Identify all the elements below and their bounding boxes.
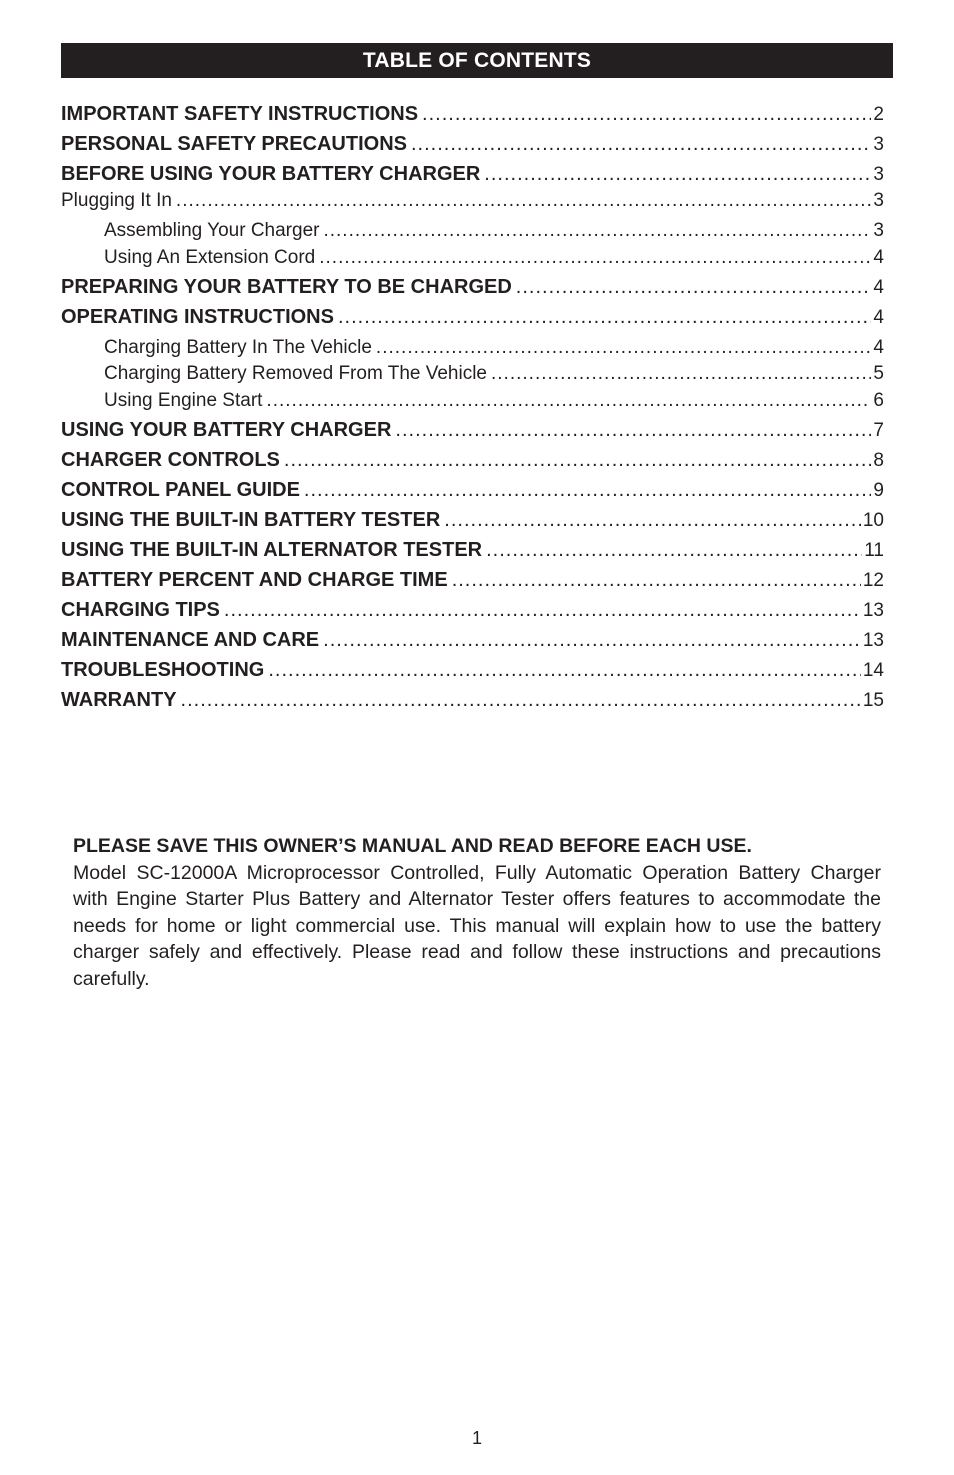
toc-entry[interactable] bbox=[61, 216, 884, 242]
toc-entry-page: 15 bbox=[862, 690, 884, 711]
toc-title-bar bbox=[61, 43, 893, 78]
toc-entry[interactable] bbox=[61, 273, 884, 299]
toc-entry-page: 11 bbox=[864, 540, 884, 561]
toc-title: TABLE OF CONTENTS bbox=[362, 49, 592, 72]
toc-entry[interactable] bbox=[61, 536, 884, 562]
toc-entry[interactable] bbox=[61, 506, 884, 532]
toc-entry-label: OPERATING INSTRUCTIONS bbox=[61, 306, 334, 328]
notice-title: PLEASE SAVE THIS OWNER’S MANUAL AND READ BEFORE EACH USE. bbox=[73, 835, 752, 857]
toc-entry-page: 12 bbox=[862, 570, 884, 591]
toc-leader-dots bbox=[268, 659, 861, 682]
toc-entry[interactable] bbox=[61, 656, 884, 682]
toc-entry[interactable] bbox=[61, 160, 884, 186]
page-number: 1 bbox=[471, 1428, 482, 1448]
owner-manual-notice bbox=[73, 833, 881, 992]
toc-entry-label: MAINTENANCE AND CARE bbox=[61, 629, 320, 651]
toc-entry-label: CHARGER CONTROLS bbox=[61, 449, 280, 471]
toc-entry[interactable] bbox=[61, 626, 884, 652]
toc-entry-label: CONTROL PANEL GUIDE bbox=[61, 479, 300, 501]
toc-leader-dots bbox=[304, 479, 872, 502]
toc-leader-dots bbox=[491, 363, 871, 385]
toc-leader-dots bbox=[422, 103, 871, 126]
toc-entry[interactable] bbox=[61, 446, 884, 472]
toc-entry-page: 7 bbox=[873, 420, 884, 441]
toc-leader-dots bbox=[284, 449, 872, 472]
toc-entry-page: 3 bbox=[873, 134, 884, 155]
toc-leader-dots bbox=[376, 337, 872, 359]
toc-entry-page: 13 bbox=[862, 600, 884, 621]
toc-leader-dots bbox=[484, 163, 871, 186]
toc-entry[interactable] bbox=[61, 476, 884, 502]
toc-entry-label: PERSONAL SAFETY PRECAUTIONS bbox=[61, 133, 407, 155]
toc-entry[interactable] bbox=[61, 333, 884, 359]
toc-entry-label: Using An Extension Cord bbox=[104, 247, 316, 268]
toc-entry-label: WARRANTY bbox=[61, 689, 177, 711]
toc-entry-label: Assembling Your Charger bbox=[104, 220, 320, 241]
toc-entry-label: Charging Battery Removed From The Vehicle bbox=[104, 363, 487, 384]
toc-leader-dots bbox=[411, 133, 871, 156]
toc-leader-dots bbox=[452, 569, 861, 592]
toc-entry-page: 4 bbox=[873, 247, 884, 268]
toc-entry-page: 4 bbox=[873, 277, 884, 298]
toc-entry-page: 4 bbox=[873, 337, 884, 358]
toc-leader-dots bbox=[319, 247, 871, 269]
toc-entry-label: USING THE BUILT-IN BATTERY TESTER bbox=[61, 509, 441, 531]
toc-leader-dots bbox=[516, 276, 872, 299]
toc-entry[interactable] bbox=[61, 303, 884, 329]
toc-entry-page: 5 bbox=[873, 363, 884, 384]
toc-entry[interactable] bbox=[61, 596, 884, 622]
toc-entry-label: USING YOUR BATTERY CHARGER bbox=[61, 419, 392, 441]
toc-leader-dots bbox=[395, 419, 871, 442]
toc-leader-dots bbox=[323, 220, 871, 242]
toc-entry-label: CHARGING TIPS bbox=[61, 599, 220, 621]
toc-leader-dots bbox=[338, 306, 871, 329]
toc-entry-page: 8 bbox=[873, 450, 884, 471]
toc-entry-page: 9 bbox=[873, 480, 884, 501]
toc-entry[interactable] bbox=[61, 100, 884, 126]
toc-entry-label: IMPORTANT SAFETY INSTRUCTIONS bbox=[61, 103, 419, 125]
toc-entry-label: PREPARING YOUR BATTERY TO BE CHARGED bbox=[61, 276, 512, 298]
toc-entry[interactable] bbox=[61, 243, 884, 269]
notice-body: Model SC-12000A Microprocessor Controlled, Fully Automatic Operation Battery Charger with Engine Starter Plus Battery and Alternator Tester offers features to accommodate the needs for home or light commercial use. This manual will explain how to use the battery charger safely and effectively. Please read and follow these instructions and precautions carefully. bbox=[73, 861, 881, 990]
toc-entry[interactable] bbox=[61, 386, 884, 412]
toc-entry-label: TROUBLESHOOTING bbox=[61, 659, 265, 681]
toc-entry-page: 10 bbox=[862, 510, 884, 531]
toc-leader-dots bbox=[486, 539, 862, 562]
toc-leader-dots bbox=[181, 689, 861, 712]
toc-entry[interactable] bbox=[61, 359, 884, 385]
toc-entry-page: 3 bbox=[873, 220, 884, 241]
toc-entry-page: 2 bbox=[873, 104, 884, 125]
toc-entry[interactable] bbox=[61, 186, 884, 212]
toc-entry-label: BEFORE USING YOUR BATTERY CHARGER bbox=[61, 163, 481, 185]
toc-entry-page: 3 bbox=[873, 190, 884, 211]
toc-entry-label: Charging Battery In The Vehicle bbox=[104, 337, 372, 358]
toc-leader-dots bbox=[176, 190, 872, 212]
toc-leader-dots bbox=[444, 509, 861, 532]
toc-entry-label: Plugging It In bbox=[61, 190, 172, 211]
toc-leader-dots bbox=[266, 390, 871, 412]
toc-entry[interactable] bbox=[61, 686, 884, 712]
toc-entry[interactable] bbox=[61, 130, 884, 156]
toc-entry-page: 6 bbox=[873, 390, 884, 411]
toc-entry-page: 3 bbox=[873, 164, 884, 185]
toc-entry[interactable] bbox=[61, 416, 884, 442]
toc-entry-page: 13 bbox=[862, 630, 884, 651]
toc-entry-page: 4 bbox=[873, 307, 884, 328]
toc-entry-label: Using Engine Start bbox=[104, 390, 263, 411]
toc-leader-dots bbox=[224, 599, 861, 622]
toc-entry-label: BATTERY PERCENT AND CHARGE TIME bbox=[61, 569, 448, 591]
toc-entry-label: USING THE BUILT-IN ALTERNATOR TESTER bbox=[61, 539, 483, 561]
toc-entry[interactable] bbox=[61, 566, 884, 592]
toc-leader-dots bbox=[323, 629, 861, 652]
toc-entry-page: 14 bbox=[862, 660, 884, 681]
